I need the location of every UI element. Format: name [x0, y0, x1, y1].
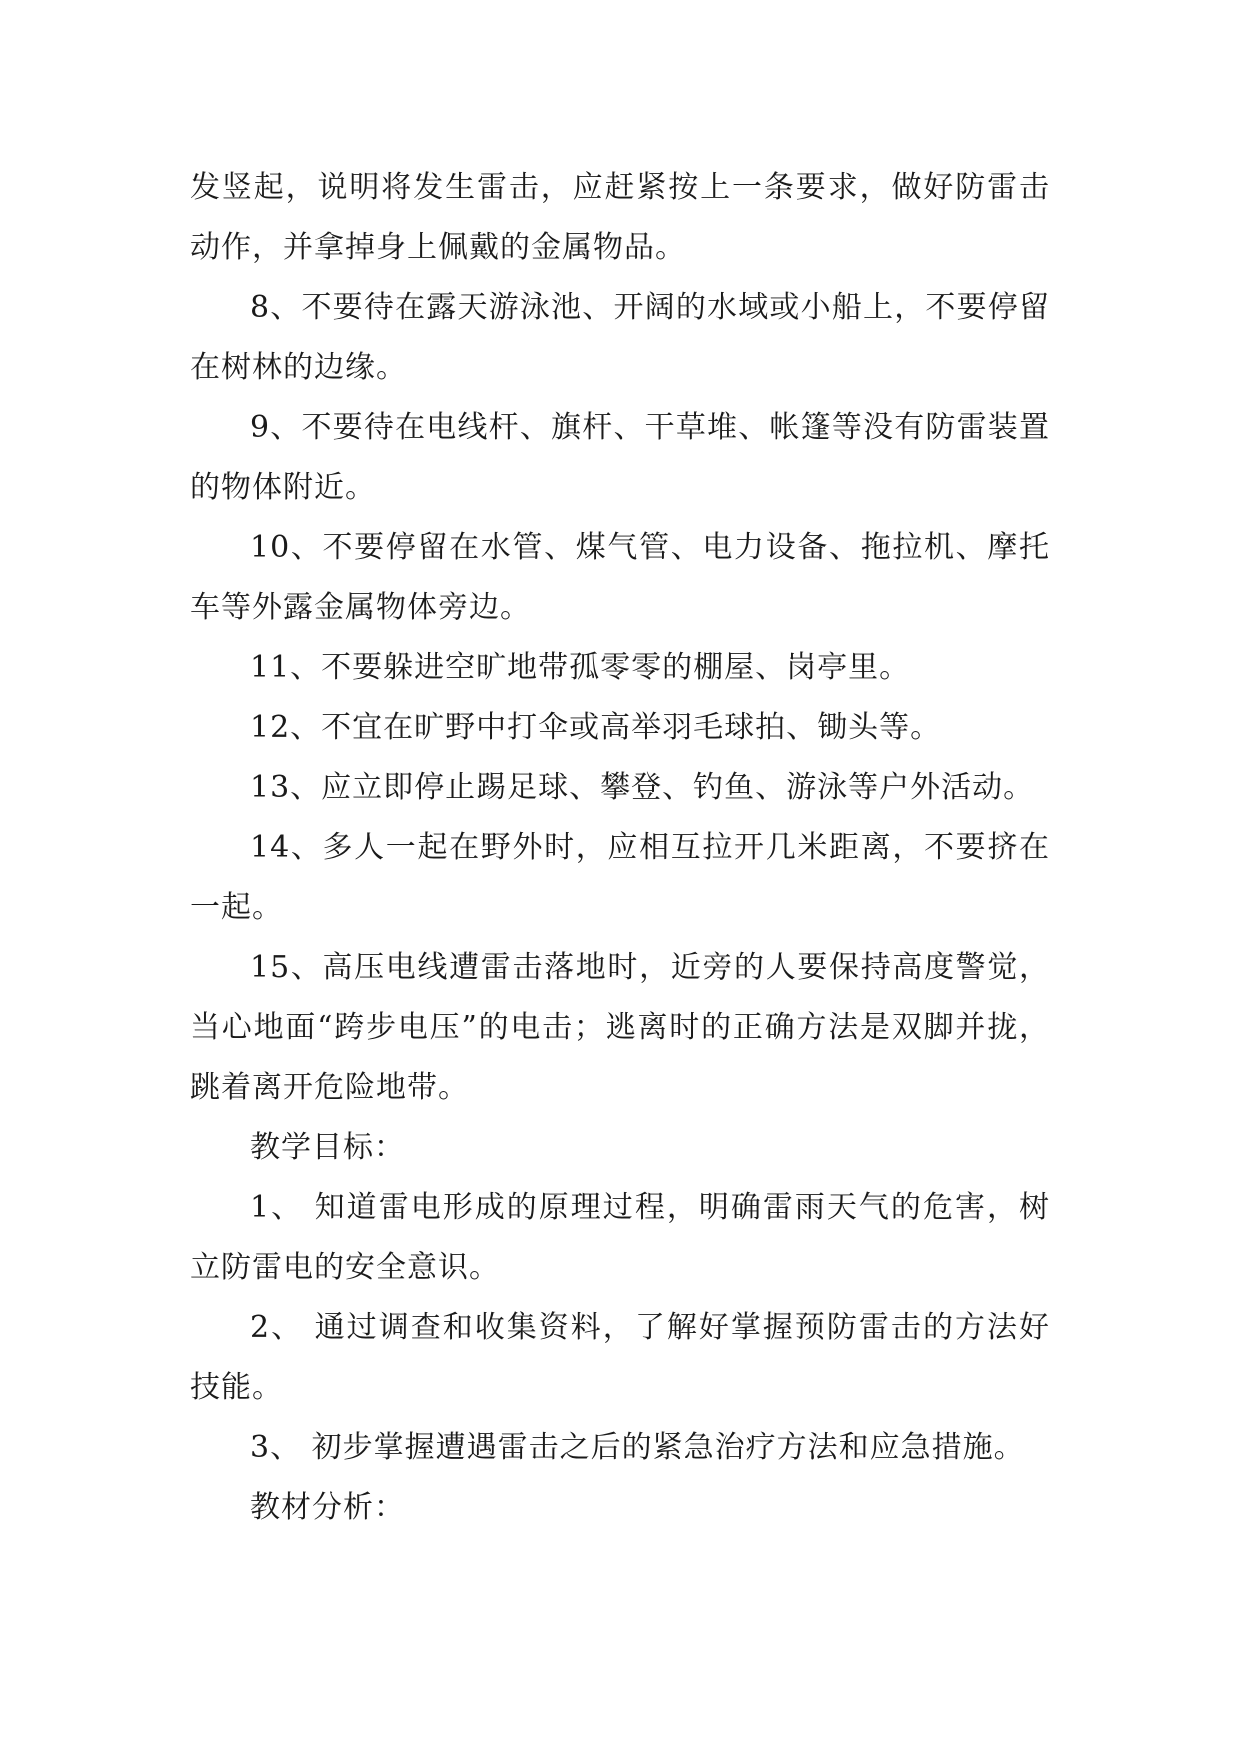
paragraph-item-14: 14、多人一起在野外时，应相互拉开几米距离，不要挤在一起。: [190, 830, 1050, 925]
paragraph-item-10: 10、不要停留在水管、煤气管、电力设备、拖拉机、摩托车等外露金属物体旁边。: [190, 530, 1050, 625]
goal-item-2: 2、 通过调查和收集资料，了解好掌握预防雷击的方法好技能。: [190, 1310, 1050, 1405]
paragraph-item-8: 8、不要待在露天游泳池、开阔的水域或小船上，不要停留在树林的边缘。: [190, 290, 1050, 385]
paragraph-item-11: 11、不要躲进空旷地带孤零零的棚屋、岗亭里。: [250, 650, 911, 685]
section-heading-material-analysis: 教材分析：: [250, 1490, 405, 1525]
goal-item-3: 3、 初步掌握遭遇雷击之后的紧急治疗方法和应急措施。: [250, 1430, 1025, 1465]
document-page: [190, 158, 1050, 1538]
paragraph-item-12: 12、不宜在旷野中打伞或高举羽毛球拍、锄头等。: [250, 710, 942, 745]
paragraph-item-9: 9、不要待在电线杆、旗杆、干草堆、帐篷等没有防雷装置的物体附近。: [190, 410, 1050, 505]
paragraph-item-15: 15、高压电线遭雷击落地时，近旁的人要保持高度警觉，当心地面“跨步电压”的电击；逃离时的正确方法是双脚并拢，跳着离开危险地带。: [190, 950, 1050, 1105]
paragraph-continuation: 发竖起，说明将发生雷击，应赶紧按上一条要求，做好防雷击动作，并拿掉身上佩戴的金属物品。: [190, 170, 1050, 265]
goal-item-1: 1、 知道雷电形成的原理过程，明确雷雨天气的危害，树立防雷电的安全意识。: [190, 1190, 1050, 1285]
section-heading-teaching-goals: 教学目标：: [250, 1130, 405, 1165]
paragraph-item-13: 13、应立即停止踢足球、攀登、钓鱼、游泳等户外活动。: [250, 770, 1035, 805]
